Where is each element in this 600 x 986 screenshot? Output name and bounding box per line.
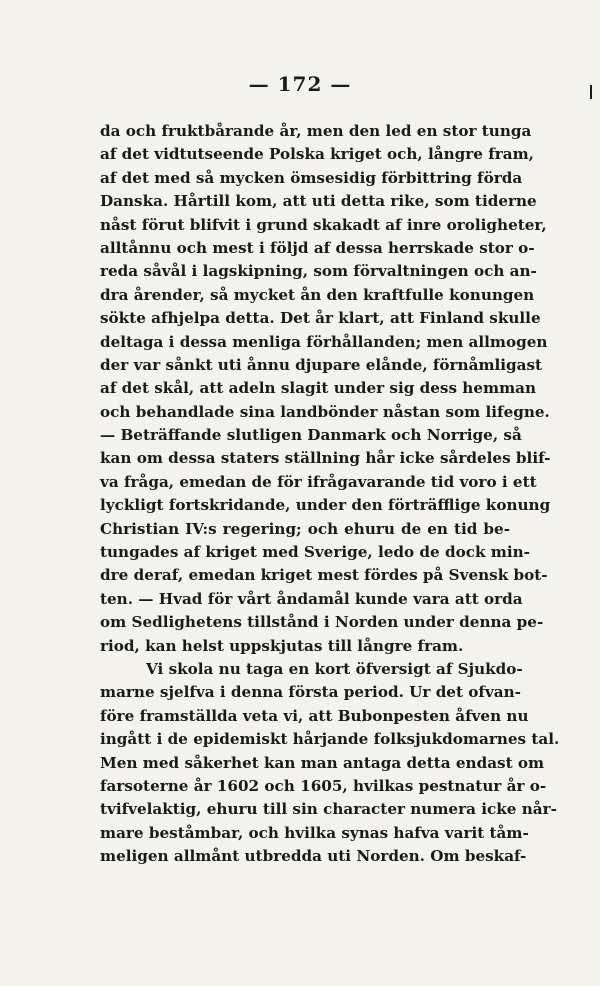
text-line: af det skål, att adeln slagit under sig dess hemman	[100, 379, 537, 398]
text-line: Vi skola nu taga en kort öfversigt af Sjukdo-	[146, 659, 523, 678]
text-line: af det vidtutseende Polska kriget och, långre fram,	[100, 145, 534, 164]
text-line: om Sedlighetens tillstånd i Norden under denna pe-	[100, 613, 544, 632]
text-line: va fråga, emedan de för ifrågavarande tid voro i ett	[100, 472, 537, 491]
text-line: reda såvål i lagskipning, som förvaltningen och an-	[100, 262, 537, 281]
text-line: Christian IV:s regering; och ehuru de en tid be-	[100, 519, 510, 538]
page-number-header: — 172 —	[248, 72, 352, 96]
body-text	[100, 120, 560, 880]
text-line: dre deraf, emedan kriget mest fördes på Svensk bot-	[100, 566, 548, 585]
text-line: farsoterne år 1602 och 1605, hvilkas pestnatur år o-	[100, 776, 547, 795]
text-line: mare beståmbar, och hvilka synas hafva varit tåm-	[100, 823, 529, 842]
text-line: nåst förut blifvit i grund skakadt af inre oroligheter,	[100, 215, 547, 234]
text-line: kan om dessa staters ställning hår icke sårdeles blif-	[100, 449, 551, 468]
text-line: ingått i de epidemiskt hårjande folksjukdomarnes tal.	[100, 730, 560, 749]
text-line: sökte afhjelpa detta. Det år klart, att Finland skulle	[100, 309, 541, 328]
text-line: meligen allmånt utbredda uti Norden. Om beskaf-	[100, 847, 527, 866]
text-line: före framställda veta vi, att Bubonpesten åfven nu	[100, 706, 529, 725]
text-line: deltaga i dessa menliga förhållanden; men allmogen	[100, 332, 548, 351]
text-line: der var sånkt uti ånnu djupare elånde, förnåmligast	[100, 355, 543, 374]
text-line: alltånnu och mest i följd af dessa herrskade stor o-	[100, 238, 535, 257]
text-line: ten. — Hvad för vårt åndamål kunde vara att orda	[100, 589, 523, 608]
text-line: och behandlade sina landbönder nåstan som lifegne.	[100, 402, 550, 421]
margin-mark	[590, 85, 592, 99]
text-line: Danska. Hårtill kom, att uti detta rike, som tiderne	[100, 192, 537, 211]
text-line: da och fruktbårande år, men den led en stor tunga	[100, 122, 532, 140]
text-line: marne sjelfva i denna första period. Ur det ofvan-	[100, 683, 521, 702]
text-line: tungades af kriget med Sverige, ledo de dock min-	[100, 543, 530, 562]
text-line: riod, kan helst uppskjutas till långre fram.	[100, 636, 464, 655]
text-line: lyckligt fortskridande, under den förträfflige konung	[100, 496, 551, 515]
text-line: tvifvelaktig, ehuru till sin character numera icke når-	[100, 800, 557, 819]
text-line: — Beträffande slutligen Danmark och Norrige, så	[100, 426, 522, 445]
text-line: af det med så mycken ömsesidig förbittring förda	[100, 168, 523, 187]
text-line: dra årender, så mycket ån den kraftfulle konungen	[100, 285, 535, 304]
text-line: Men med såkerhet kan man antaga detta endast om	[100, 753, 545, 772]
